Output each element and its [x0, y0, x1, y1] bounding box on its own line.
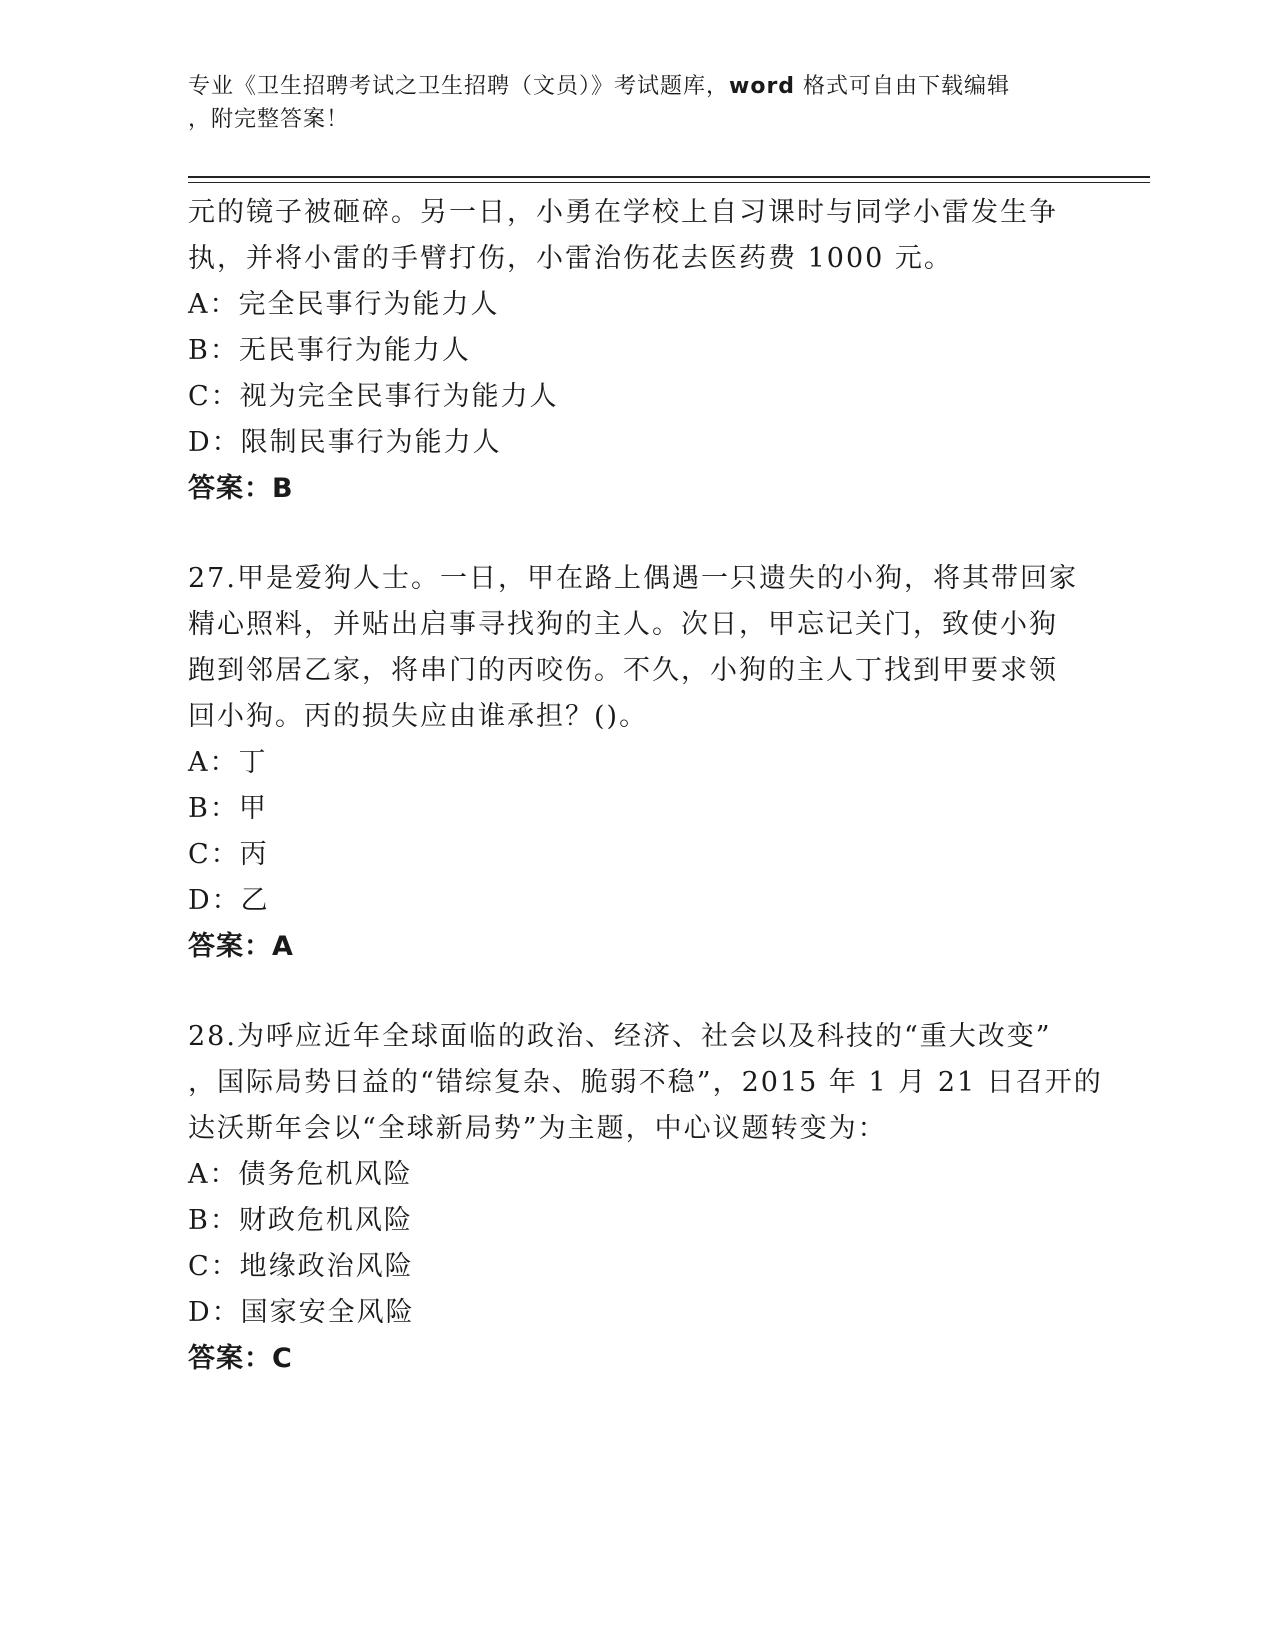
option-d: D：限制民事行为能力人 [188, 427, 502, 458]
option-b: B：无民事行为能力人 [188, 335, 471, 366]
option-a: A：完全民事行为能力人 [188, 289, 500, 320]
question-text-line: 执，并将小雷的手臂打伤，小雷治伤花去医药费 1000 元。 [188, 243, 953, 274]
question-text-line: 回小狗。丙的损失应由谁承担？()。 [188, 701, 649, 732]
option-a: A：丁 [188, 747, 268, 778]
question-gap [188, 970, 1088, 1014]
question-27 [188, 556, 1088, 970]
option-c: C：地缘政治风险 [188, 1251, 414, 1282]
question-28 [188, 1014, 1103, 1382]
question-text-line: 精心照料，并贴出启事寻找狗的主人。次日，甲忘记关门，致使小狗 [188, 609, 1058, 640]
option-c: C：视为完全民事行为能力人 [188, 381, 559, 412]
question-text-line: ，国际局势日益的“错综复杂、脆弱不稳”，2015 年 1 月 21 日召开的 [188, 1067, 1103, 1098]
question-prev [188, 190, 1088, 512]
answer-line: 答案：B [188, 473, 294, 504]
header-divider-thick [188, 176, 1150, 178]
answer-line: 答案：C [188, 1343, 293, 1374]
question-text-line: 达沃斯年会以“全球新局势”为主题，中心议题转变为： [188, 1113, 887, 1144]
option-b: B：甲 [188, 793, 268, 824]
document-body [188, 190, 1103, 1382]
header-line-1: 专业《卫生招聘考试之卫生招聘（文员）》考试题库，word 格式可自由下载编辑 [188, 74, 1011, 99]
option-b: B：财政危机风险 [188, 1205, 413, 1236]
answer-line: 答案：A [188, 931, 294, 962]
document-header [188, 70, 1088, 136]
option-c: C：丙 [188, 839, 269, 870]
header-line-2: ，附完整答案！ [188, 107, 350, 132]
question-text-line: 跑到邻居乙家，将串门的丙咬伤。不久，小狗的主人丁找到甲要求领 [188, 655, 1058, 686]
header-divider-thin [188, 182, 1150, 183]
option-d: D：国家安全风险 [188, 1297, 415, 1328]
question-text-line: 元的镜子被砸碎。另一日，小勇在学校上自习课时与同学小雷发生争 [188, 197, 1058, 228]
question-text-line: 28.为呼应近年全球面临的政治、经济、社会以及科技的“重大改变” [188, 1021, 1052, 1052]
question-text-line: 27.甲是爱狗人士。一日，甲在路上偶遇一只遗失的小狗，将其带回家 [188, 563, 1078, 594]
option-a: A：债务危机风险 [188, 1159, 413, 1190]
option-d: D：乙 [188, 885, 270, 916]
question-gap [188, 512, 1088, 556]
header-keyword: word [729, 74, 796, 99]
